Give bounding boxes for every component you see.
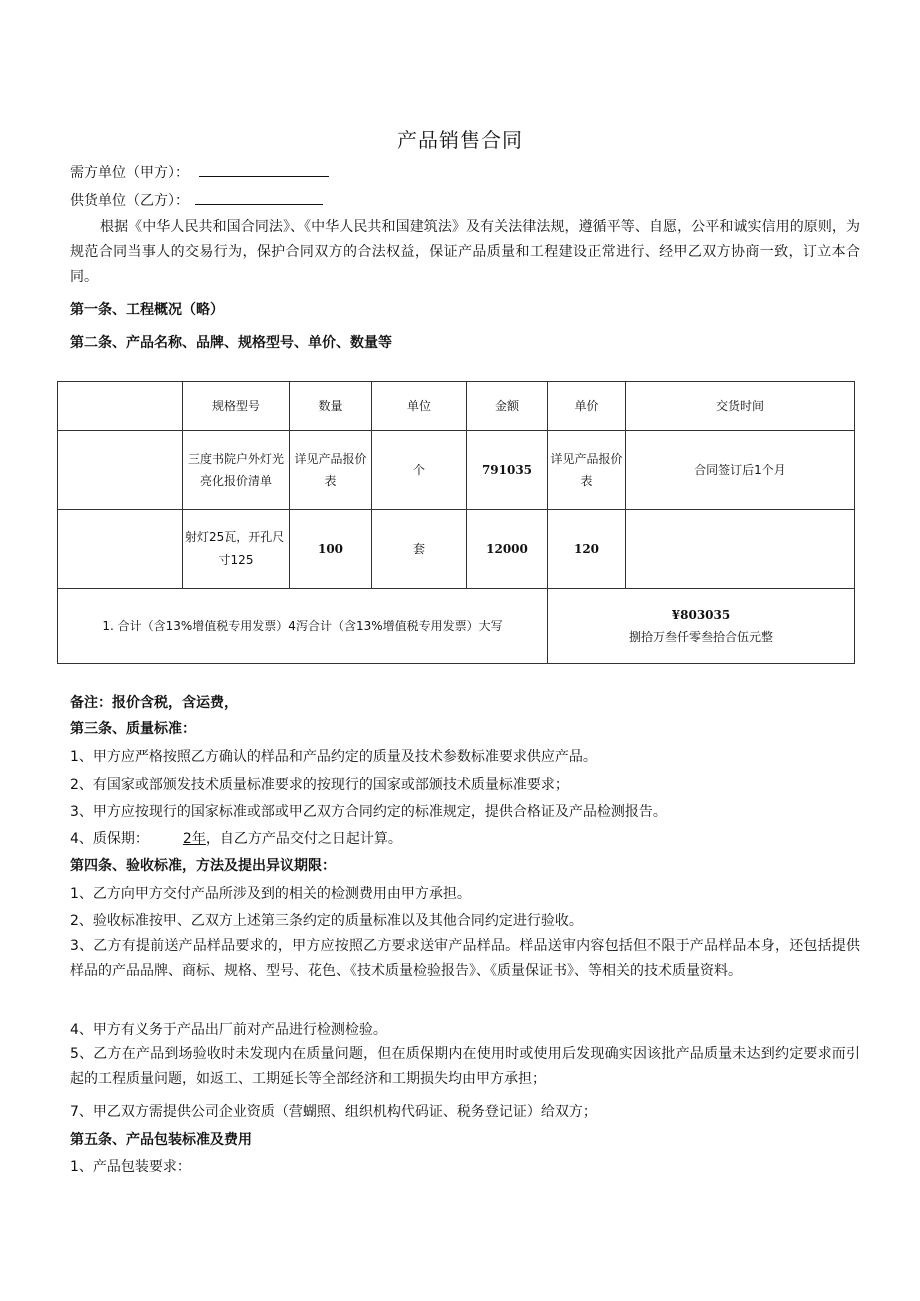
- table-row: [58, 431, 855, 510]
- article4-heading: 第四条、验收标准，方法及提出异议期限：: [70, 858, 336, 874]
- table-header-row: [58, 382, 855, 431]
- article3-item: 2、有国家或部颁发技术质量标准要求的按现行的国家或部颁技术质量标准要求；: [70, 777, 569, 793]
- row1-empty-cell: [58, 431, 183, 510]
- row2-quantity: 100: [290, 510, 372, 589]
- article5-heading: 第五条、产品包装标准及费用: [70, 1132, 252, 1148]
- row1-amount: 791035: [467, 431, 548, 510]
- article4-item: 5、乙方在产品到场验收时未发现内在质量问题，但在质保期内在使用时或使用后发现确实因该批产品质量未达到约定要求而引起的工程质量问题，如返工、工期延长等全部经济和工期损失均由甲方承担；: [70, 1046, 860, 1087]
- row2-price: 120: [548, 510, 626, 589]
- article3-item: 1、甲方应严格按照乙方确认的样品和产品约定的质量及技术参数标准要求供应产品。: [70, 749, 597, 765]
- header-empty-cell: [58, 382, 183, 431]
- warranty-rest: ，自乙方产品交付之日起计算。: [205, 831, 402, 847]
- article4-item: 3、乙方有提前送产品样品要求的，甲方应按照乙方要求送审产品样品。样品送审内容包括但不限于产品样品本身，还包括提供样品的产品品牌、商标、规格、型号、花色、《技术质量检验报告》、《质量保证书》、等相关的技术质量资料。: [70, 938, 860, 979]
- table-header-cell: 规格型号: [183, 382, 290, 431]
- table-header-cell: 单位: [372, 382, 467, 431]
- remark: 备注：报价含税，含运费，: [70, 695, 238, 711]
- row2-amount: 12000: [467, 510, 548, 589]
- row2-empty-cell: [58, 510, 183, 589]
- article4-item: 1、乙方向甲方交付产品所涉及到的相关的检测费用由甲方承担。: [70, 886, 471, 902]
- supplier-blank: [195, 190, 323, 205]
- row1-unit: 个: [372, 431, 467, 510]
- table-row: [58, 510, 855, 589]
- row1-model: 三度书院户外灯光亮化报价清单: [183, 431, 290, 510]
- total-words: 捌拾万叁仟零叁拾合伍元整: [628, 630, 773, 644]
- article4-item: 2、验收标准按甲、乙双方上述第三条约定的质量标准以及其他合同约定进行验收。: [70, 913, 583, 929]
- article3-item: 3、甲方应按现行的国家标准或部或甲乙双方合同约定的标准规定，提供合格证及产品检测报告。: [70, 804, 667, 820]
- row2-unit: 套: [372, 510, 467, 589]
- buyer-line: [70, 162, 329, 182]
- product-table: [57, 381, 855, 664]
- article1-heading: 第一条、工程概况（略）: [70, 302, 224, 318]
- warranty-label: 4、质保期：: [70, 831, 149, 847]
- row2-model-line1: 射灯25瓦，开孔尺: [185, 530, 285, 544]
- row1-delivery: 合同签订后1个月: [626, 431, 855, 510]
- row2-delivery-empty: [626, 510, 855, 589]
- table-header-cell: 单价: [548, 382, 626, 431]
- total-amount: ¥803035: [671, 608, 731, 622]
- warranty-line: [70, 828, 402, 848]
- table-header-cell: 金额: [467, 382, 548, 431]
- document-title: 产品销售合同: [397, 128, 523, 152]
- total-value-cell: [548, 589, 855, 664]
- row1-price: 详见产品报价表: [548, 431, 626, 510]
- table-header-cell: 数量: [290, 382, 372, 431]
- row2-model: [183, 510, 290, 589]
- article3-heading: 第三条、质量标准：: [70, 721, 196, 737]
- article2-heading: 第二条、产品名称、品牌、规格型号、单价、数量等: [70, 335, 392, 351]
- table-header-cell: 交货时间: [626, 382, 855, 431]
- buyer-label: 需方单位（甲方）：: [70, 165, 189, 181]
- row1-quantity: 详见产品报价表: [290, 431, 372, 510]
- article4-item: 4、甲方有义务于产品出厂前对产品进行检测检验。: [70, 1022, 387, 1038]
- intro-paragraph: 根据《中华人民共和国合同法》、《中华人民共和国建筑法》及有关法律法规，遵循平等、自愿，公平和诚实信用的原则，为规范合同当事人的交易行为，保护合同双方的合法权益，保证产品质量和工程建设正常进行、经甲乙双方协商一致，订立本合同。: [70, 219, 860, 285]
- total-label: 1. 合计（含13%增值税专用发票）4泻合计（含13%增值税专用发票）大写: [58, 589, 548, 664]
- supplier-line: [70, 190, 323, 210]
- supplier-label: 供货单位（乙方）：: [70, 193, 189, 209]
- warranty-value: 2年: [182, 831, 206, 847]
- table-total-row: [58, 589, 855, 664]
- buyer-blank: [199, 162, 329, 177]
- article4-item: 7、甲乙双方需提供公司企业资质（营蝴照、组织机构代码证、税务登记证）给双方；: [70, 1104, 597, 1120]
- row2-model-line2: 寸125: [218, 553, 254, 567]
- article5-item: 1、产品包装要求：: [70, 1159, 191, 1175]
